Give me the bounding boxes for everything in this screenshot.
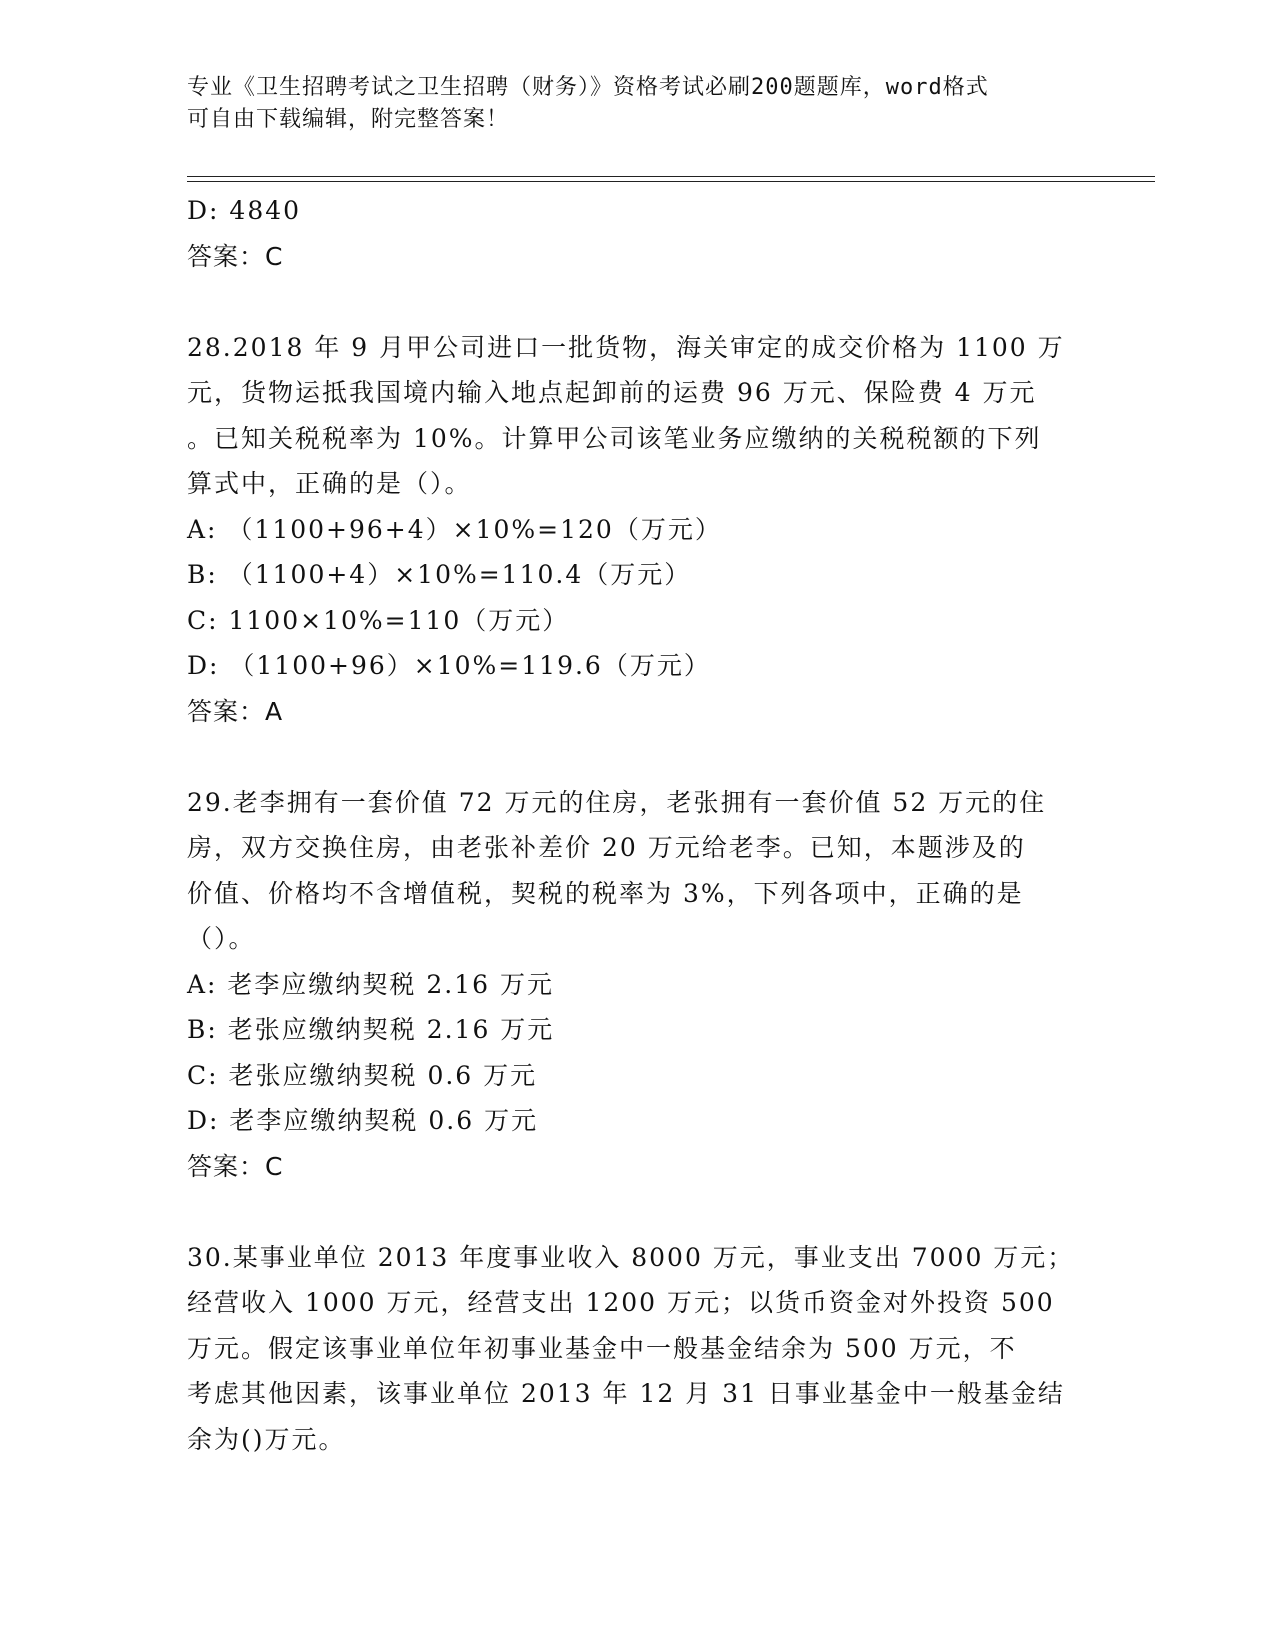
option-a: A: 老李应缴纳契税 2.16 万元	[187, 969, 554, 999]
page-header	[187, 72, 1067, 136]
question-text-line: 考虑其他因素，该事业单位 2013 年 12 月 31 日事业基金中一般基金结	[187, 1379, 1065, 1408]
spacer	[187, 1189, 1087, 1235]
header-rule-bottom	[187, 181, 1155, 182]
question-30	[187, 1235, 1087, 1463]
question-text-line: 万元。假定该事业单位年初事业基金中一般基金结余为 500 万元，不	[187, 1333, 1017, 1363]
question-text-line: 算式中，正确的是（）。	[187, 469, 472, 498]
question-text-line: 价值、价格均不含增值税，契税的税率为 3%，下列各项中，正确的是	[187, 878, 1024, 908]
question-text-line: （）。	[187, 924, 256, 953]
question-29	[187, 780, 1087, 1190]
question-text-line: 29.老李拥有一套价值 72 万元的住房，老张拥有一套价值 52 万元的住	[187, 787, 1047, 817]
answer: 答案：A	[187, 696, 284, 726]
header-line-2: 可自由下载编辑，附完整答案！	[187, 107, 510, 132]
question-text-line: 元，货物运抵我国境内输入地点起卸前的运费 96 万元、保险费 4 万元	[187, 378, 1037, 407]
question-28	[187, 325, 1087, 735]
question-text-line: 28.2018 年 9 月甲公司进口一批货物，海关审定的成交价格为 1100 万	[187, 332, 1065, 362]
question-text-line: 30.某事业单位 2013 年度事业收入 8000 万元，事业支出 7000 万元；	[187, 1242, 1075, 1272]
option-c: C: 1100×10%=110（万元）	[187, 605, 570, 635]
option-d: D: 老李应缴纳契税 0.6 万元	[187, 1106, 539, 1135]
option-b: B: 老张应缴纳契税 2.16 万元	[187, 1015, 555, 1044]
option-b: B: （1100+4）×10%=110.4（万元）	[187, 560, 692, 589]
question-text-line: 房，双方交换住房，由老张补差价 20 万元给老李。已知，本题涉及的	[187, 833, 1026, 862]
option-c: C: 老张应缴纳契税 0.6 万元	[187, 1060, 538, 1090]
option-d: D: （1100+96）×10%=119.6（万元）	[187, 651, 711, 680]
question-text-line: 余为()万元。	[187, 1424, 346, 1454]
option-d: D: 4840	[187, 196, 302, 225]
spacer	[187, 734, 1087, 780]
document-body	[187, 188, 1087, 1462]
header-rule-top	[187, 176, 1155, 177]
answer: 答案：C	[187, 1151, 284, 1181]
option-a: A: （1100+96+4）×10%=120（万元）	[187, 514, 722, 544]
question-text-line: 经营收入 1000 万元，经营支出 1200 万元；以货币资金对外投资 500	[187, 1288, 1055, 1317]
header-line-1: 专业《卫生招聘考试之卫生招聘（财务）》资格考试必刷200题题库，word格式	[187, 75, 989, 100]
question-text-line: 。已知关税税率为 10%。计算甲公司该笔业务应缴纳的关税税额的下列	[187, 423, 1042, 453]
answer: 答案：C	[187, 241, 284, 271]
spacer	[187, 279, 1087, 325]
previous-question-tail	[187, 188, 1087, 279]
